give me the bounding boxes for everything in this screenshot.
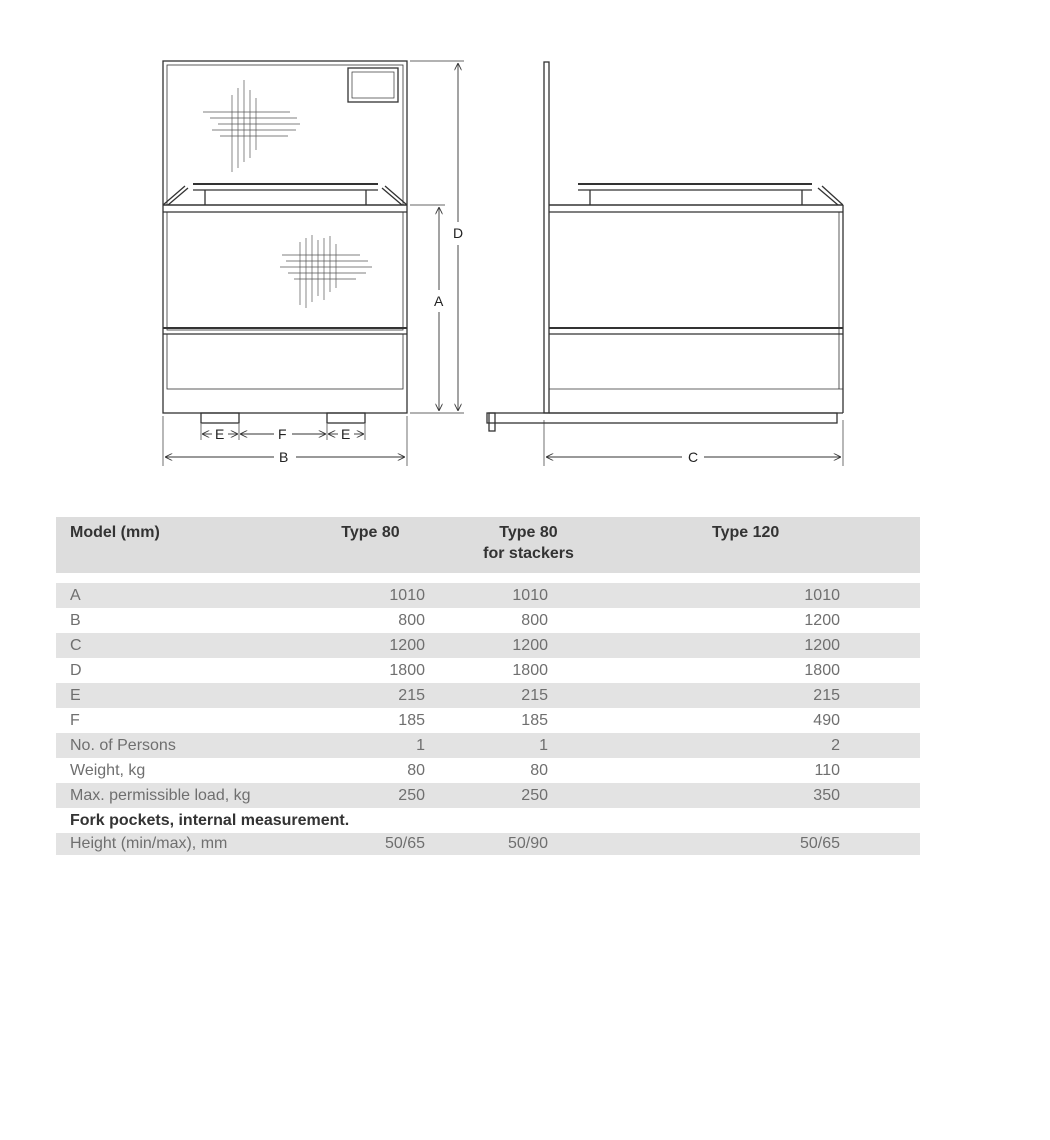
side-view [487, 62, 843, 431]
cell-type120: 1010 [804, 587, 840, 604]
dimension-lines [163, 61, 843, 466]
table-row [56, 833, 920, 855]
cell-type80-stackers: 185 [521, 712, 548, 729]
cell-type80: 800 [398, 612, 425, 629]
glass-reflection-icon [203, 80, 300, 172]
cell-type80: 1 [416, 737, 425, 754]
cell-type80-stackers: 1 [539, 737, 548, 754]
cell-type120: 215 [813, 687, 840, 704]
header-type80-stackers-line1: Type 80 [499, 524, 558, 541]
section-title: Fork pockets, internal measurement. [70, 812, 350, 829]
dim-label-f: F [278, 426, 287, 442]
cell-type80: 1200 [389, 637, 425, 654]
cell-type120: 1200 [804, 637, 840, 654]
cell-type80-stackers: 50/90 [507, 835, 548, 852]
dim-label-e-left: E [215, 426, 225, 442]
cell-type80-stackers: 1200 [512, 637, 548, 654]
cell-type120: 50/65 [799, 835, 840, 852]
table-row [56, 633, 920, 658]
section-row [56, 808, 920, 833]
cell-type80: 80 [407, 762, 425, 779]
front-view [163, 61, 407, 423]
dim-label-c: C [688, 449, 699, 465]
cell-type80-stackers: 215 [521, 687, 548, 704]
glass-reflection-icon [280, 235, 372, 308]
header-type80: Type 80 [341, 524, 400, 541]
table-row [56, 733, 920, 758]
header-model: Model (mm) [70, 524, 160, 541]
dim-label-e-right: E [341, 426, 351, 442]
table-row [56, 683, 920, 708]
row-label: No. of Persons [70, 737, 176, 754]
row-label: D [70, 662, 82, 679]
cell-type80-stackers: 80 [530, 762, 548, 779]
dim-label-b: B [279, 449, 289, 465]
row-label: Max. permissible load, kg [70, 787, 251, 804]
table-row [56, 583, 920, 608]
dim-label-d: D [453, 225, 464, 241]
cell-type80-stackers: 1800 [512, 662, 548, 679]
cell-type120: 2 [831, 737, 840, 754]
row-label: F [70, 712, 80, 729]
technical-drawing [0, 0, 1050, 500]
row-label: E [70, 687, 81, 704]
cell-type120: 110 [814, 762, 840, 779]
cell-type120: 1800 [804, 662, 840, 679]
row-label: C [70, 637, 82, 654]
row-label: Weight, kg [70, 762, 146, 779]
cell-type80: 185 [398, 712, 425, 729]
table-header-row [56, 517, 920, 573]
cell-type80: 1010 [389, 587, 425, 604]
table-row [56, 658, 920, 683]
row-label: A [70, 587, 81, 604]
cell-type80-stackers: 250 [521, 787, 548, 804]
header-type120: Type 120 [712, 524, 780, 541]
table-row [56, 783, 920, 808]
row-label: B [70, 612, 81, 629]
dim-label-a: A [434, 293, 444, 309]
row-label: Height (min/max), mm [70, 835, 228, 852]
cell-type80: 1800 [389, 662, 425, 679]
cell-type80: 50/65 [384, 835, 425, 852]
cell-type80-stackers: 1010 [512, 587, 548, 604]
table-row [56, 758, 920, 783]
cell-type80: 250 [398, 787, 425, 804]
cell-type80: 215 [398, 687, 425, 704]
header-type80-stackers-line2: for stackers [483, 545, 574, 562]
cell-type120: 350 [813, 787, 840, 804]
table-row [56, 708, 920, 733]
specification-table [56, 517, 920, 855]
cell-type80-stackers: 800 [521, 612, 548, 629]
header-type80-stackers [425, 517, 632, 573]
cell-type120: 1200 [804, 612, 840, 629]
cell-type120: 490 [813, 712, 840, 729]
table-row [56, 608, 920, 633]
